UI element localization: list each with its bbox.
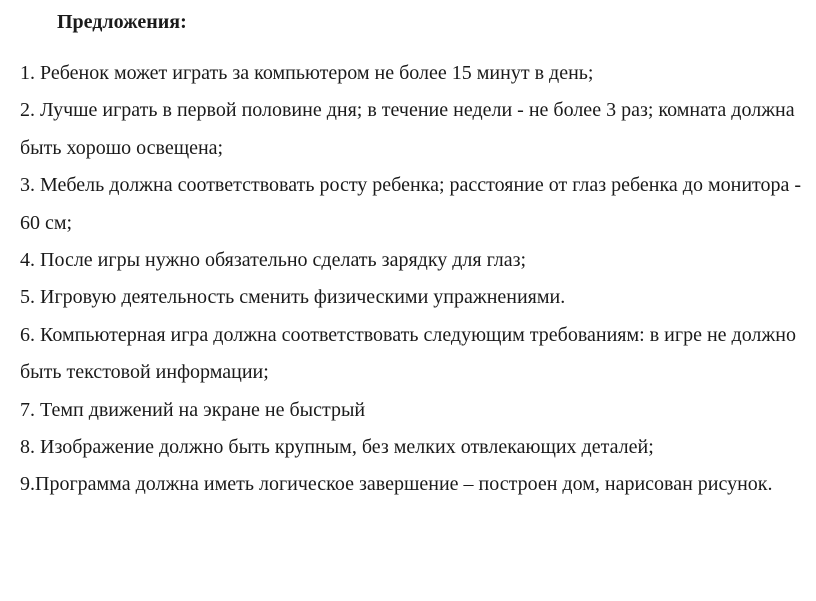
- list-item: 8. Изображение должно быть крупным, без мелких отвлекающих деталей;: [20, 436, 654, 459]
- list-item: 9.Программа должна иметь логическое завершение – построен дом, нарисован рисунок.: [20, 473, 773, 496]
- list-item: 6. Компьютерная игра должна соответствовать следующим требованиям: в игре не должно быть текстовой информации;: [20, 323, 796, 384]
- list-item: 3. Мебель должна соответствовать росту ребенка; расстояние от глаз ребенка до монитора - 60 см;: [20, 174, 802, 234]
- document-title: Предложения:: [57, 11, 187, 33]
- list-item: 1. Ребенок может играть за компьютером не более 15 минут в день;: [20, 62, 594, 84]
- recommendations-list: [20, 55, 812, 504]
- list-item: 4. После игры нужно обязательно сделать зарядку для глаз;: [20, 249, 527, 272]
- list-item: 7. Темп движений на экране не быстрый: [20, 398, 366, 421]
- list-item: 2. Лучше играть в первой половине дня; в течение недели - не более 3 раз; комната должна быть хорошо освещена;: [20, 99, 795, 159]
- list-item: 5. Игровую деятельность сменить физическими упражнениями.: [20, 286, 566, 309]
